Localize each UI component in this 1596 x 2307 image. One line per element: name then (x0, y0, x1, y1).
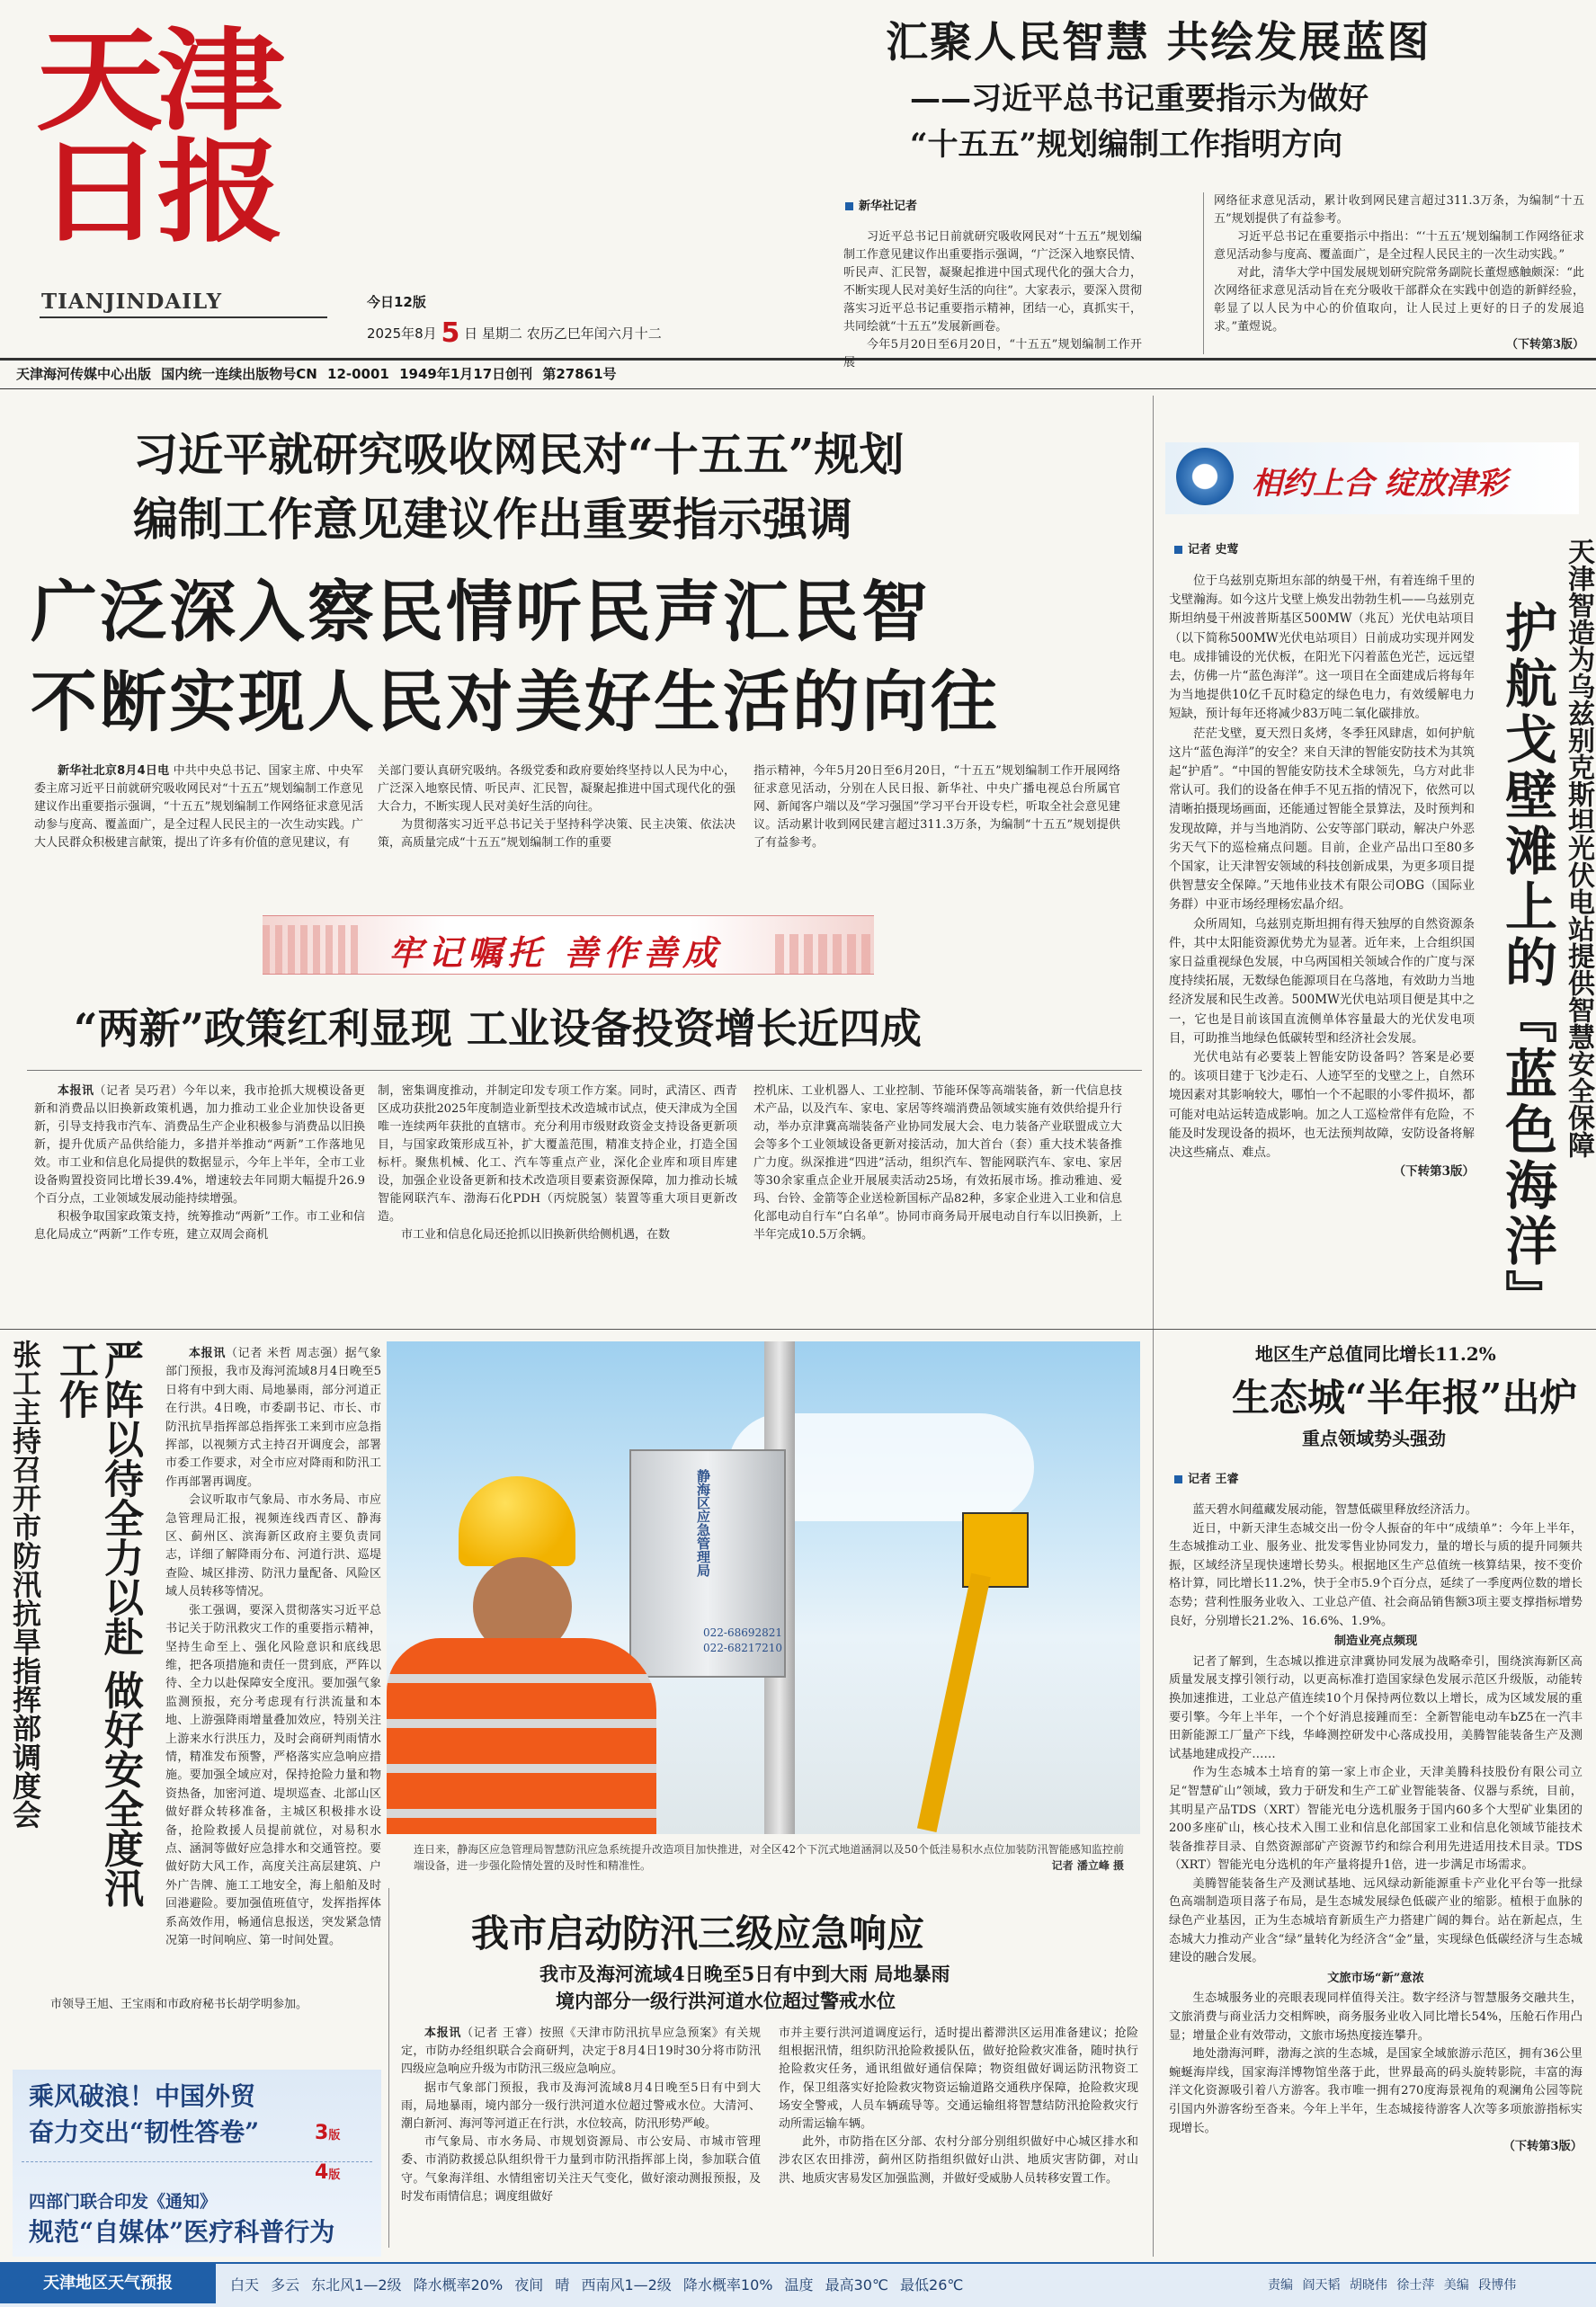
cabinet-phone-2: 022-68217210 (703, 1642, 783, 1654)
investment-col1: 本报讯（记者 吴巧君）今年以来，我市抢抓大规模设备更新和消费品以旧换新政策机遇，加力推动工业企业加快设备更新，引导支持我市汽车、消费品生产企业积极参与消费品以旧换新，提升优质产品供给能力，多措并举推动“两新”工作落地见效。市工业和信息化局提供的数据显示，今年上半年，全市工业设备购置投资同比增长39.4%，增速较去年同期大幅提升26.9个百分点，工业领域发展动能持续增强。 积极争取国家政策支持，统筹推动“两新”工作。市工业和信息化局成立“两新”工作专班，建立双周会商机 (34, 1084, 365, 1242)
sco-badge (1165, 442, 1579, 514)
footer-editors: 责编 阎天韬 胡晓伟 徐士萍 美编 段博伟 (1268, 2278, 1517, 2293)
lead-right-divider (1153, 396, 1154, 1331)
photo-boom (917, 1573, 991, 1832)
flood-resp-col1: 本报讯（记者 王睿）按照《天津市防汛抗旱应急预案》有关规定，市防办经组织联合会商研判，决定于8月4日19时30分将市防汛四级应急响应升级为市防汛三级应急响应。 据市气象部门预报，我市及海河流域8月4日晚至5日有中到大雨，局地暴雨，境内部分一级行洪河道水位超过警戒水位。大清河、潮白新河、海河等河道正在行洪，水位较高，防汛形势严峻。 市气象局、市水务局、市规划资源局、市公安局、市城市管理委、市消防救援总队组织骨干力量到市防汛指挥部上岗，参加联合值守。气象海洋组、水情组密切关注天气变化，做好滚动测报预报，及时发布雨情信息；调度组做好 (401, 2026, 761, 2204)
teaser-2-top: 四部门联合印发《通知》 (29, 2192, 218, 2212)
footer-label: 天津地区天气预报 (0, 2264, 216, 2303)
flood-resp-sub2: 境内部分一级行洪河道水位超过警戒水位 (556, 1990, 896, 2012)
lead-kicker-1: 习近平就研究吸收网民对“十五五”规划 (133, 428, 905, 481)
masthead-title: 天津日报 (36, 14, 278, 258)
lead-dateline: 新华社北京8月4日电 (58, 764, 170, 778)
gobi-byline: 记者 史莺 (1174, 539, 1239, 557)
top-story-byline: 新华社记者 (845, 196, 917, 213)
byline-marker (1174, 546, 1182, 554)
publisher-bottom-rule (0, 388, 1596, 389)
teaser-1-page[interactable]: 3版 (315, 2122, 341, 2144)
banner-skyline-right (775, 934, 874, 974)
lead-col2: 关部门要认真研究吸纳。各级党委和政府要始终坚持以人民为中心，广泛深入地察民情、听民声、汇民智，凝聚起推进中国式现代化的强大合力，不断实现人民对美好生活的向往。 为贯彻落实习近平总书记关于坚持科学决策、民主决策、依法决策，高质量完成“十五五”规划编制工作的重要 (378, 764, 736, 850)
masthead-rule (40, 316, 327, 318)
top-story-col1: 习近平总书记日前就研究吸收网民对“十五五”规划编制工作意见建议作出重要指示强调，“广泛深入地察民情、听民声、汇民智，凝聚起推进中国式现代化的强大合力，不断实现人民对美好生活的向往”。大家表示，要深入贯彻落实习近平总书记重要指示精神，团结一心，真抓实干，共同绘就“十五五”发展新画卷。 今年5月20日至6月20日，“十五五”规划编制工作开展 (843, 230, 1142, 370)
ecocity-jump[interactable]: （下转第3版） (1502, 2140, 1583, 2154)
ecocity-sub: 重点领域势头强劲 (1302, 1428, 1446, 1449)
gobi-vtitle-small: 天津智造为乌兹别克斯坦光伏电站提供智慧安全保障 (1563, 538, 1594, 1158)
cabinet-phone-1: 022-68692821 (703, 1626, 783, 1639)
top-story-col2: 网络征求意见活动，累计收到网民建言超过311.3万条，为编制“十五五”规划提供了有益参考。 习近平总书记在重要指示中指出：“‘十五五’规划编制工作网络征求意见活动参与度高、覆盖面广，是全过程人民民主的一次生动实践。” 对此，清华大学中国发展规划研究院常务副院长董煜感触颇深：“此次网络征求意见活动旨在充分吸收干部群众在实践中创造的新鲜经验，彰显了以人民为中心的价值取向，让人民过上更好的日子的发展追求。”董煜说。 （下转第3版） (1214, 192, 1584, 354)
investment-headline: “两新”政策红利显现 工业设备投资增长近四成 (74, 1004, 922, 1053)
gobi-jump[interactable]: （下转第3版） (1393, 1164, 1475, 1180)
photo-cabinet (629, 1449, 786, 1678)
date-suffix: 日 星期二 农历乙巳年闰六月十二 (464, 325, 662, 342)
gobi-body: 位于乌兹别克斯坦东部的纳曼干州，有着连绵千里的戈壁瀚海。如今这片戈壁上焕发出勃勃生机——乌兹别克斯坦纳曼干州波普斯基区500MW（兆瓦）光伏电站项目（以下简称500MW光伏电站项目）日前成功实现并网发电。成排铺设的光伏板，在阳光下闪着蓝色光芒，远远望去，仿佛一片“蓝色海洋”。这一项目在全面建成后将每年为当地提供10亿千瓦时稳定的绿色电力，有效缓解电力短缺，预计每年还将减少83万吨二氧化碳排放。 茫茫戈壁，夏天烈日炙烤，冬季狂风肆虐，如何护航这片“蓝色海洋”的安全？来自天津的智能安防技术为其筑起“护盾”。“中国的智能安防技术全球领先，乌方对此非常认可。我们的设备在伸手不见五指的情况下，依然可以清晰拍摄现场画面，还能通过智能全景算法，及时预判和发现故障，并与当地消防、公安等部门联动，解决户外恶劣天气下的巡检痛点问题。目前，企业产品出口至80多个国家，让天津智安领域的科技创新成果，为更多项目提供智慧安全保障。”天地伟业技术有限公司OBG（国际业务群）中亚市场经理杨宏晶介绍。 众所周知，乌兹别克斯坦拥有得天独厚的自然资源条件，其中太阳能资源优势尤为显著。近年来，上合组织国家日益重视绿色发展，中乌两国相关领域合作的广度与深度持续拓展，无数绿色能源项目在乌落地，有效助力当地经济发展和民生改善。500MW光伏电站项目便是其中之一，它也是目前该国直流侧单体容量最大的光伏发电项目，可助推当地绿色低碳转型和经济社会发展。 光伏电站有必要装上智能安防设备吗？答案是必要的。该项目建于飞沙走石、人迹罕至的戈壁之上，自然环境因素对其影响较大，哪怕一个不起眼的小零件损坏，都可能对电站运转造成影响。加之人工巡检常伴有危险，不能及时发现设备的损坏，也无法预判故障，安防设备将解决这些痛点、难点。 （下转第3版） (1169, 572, 1475, 1182)
banner (263, 915, 874, 975)
teaser-2[interactable] (29, 2188, 370, 2249)
top-story-sub1: ——习近平总书记重要指示为做好 (910, 81, 1369, 117)
cabinet-label: 静海区应急管理局 (695, 1469, 711, 1577)
lead-headline-2: 不断实现人民对美好生活的向往 (31, 664, 1000, 741)
date-prefix: 2025年8月 (367, 325, 437, 342)
footer-weather: 白天 多云 东北风1—2级 降水概率20% 夜间 晴 西南风1—2级 降水概率10% 温度 最高30℃ 最低26℃ (230, 2276, 964, 2294)
flood-resp-left-divider (388, 1888, 389, 2248)
investment-top-rule (27, 1070, 1142, 1071)
lead-headline-1: 广泛深入察民情听民声汇民智 (31, 574, 931, 651)
photo-worker-vest (387, 1638, 656, 1834)
teaser-2-main: 规范“自媒体”医疗科普行为 (29, 2217, 335, 2247)
flood-cmd-body: 本报讯（记者 米哲 周志强）据气象部门预报，我市及海河流域8月4日晚至5日将有中到大雨、局地暴雨，部分河道正在行洪。4日晚，市委副书记、市长、市防汛抗旱指挥部总指挥张工来到市应急指挥部，以视频方式主持召开调度会，部署市委工作要求，对全市应对降雨和防汛工作再部署再调度。 会议听取市气象局、市水务局、市应急管理局汇报，视频连线西青区、静海区、蓟州区、滨海新区政府主要负责同志，详细了解降雨分布、河道行洪、巡堤查险、城区排涝、防汛力量配备、风险区域人员转移等情况。 张工强调，要深入贯彻落实习近平总书记关于防汛救灾工作的重要指示精神，坚持生命至上、强化风险意识和底线思维，把各项措施和责任一贯到底，严阵以待、全力以赴保障安全度汛。要加强气象监测预报，充分考虑现有行洪流量和本地、上游强降雨增量叠加效应，特别关注上游来水行洪压力，及时会商研判雨情水情，精准发布预警，严格落实应急响应措施。要加强全域应对，保持抢险力量和物资热备，加密河道、堤坝巡查、北部山区做好群众转移准备，主城区积极排水设备，抢险救援人员提前就位，对易积水点、涵洞等做好应急排水和交通管控。要做好防大风工作，高度关注高层建筑、户外广告牌、施工工地安全，海上船舶及时回港避险。要加强值班值守，发挥指挥体系高效作用，畅通信息报送，突发紧急情况第一时间响应、第一时间处置。 (165, 1347, 381, 1947)
photo-caption: 连日来，静海区应急管理局智慧防汛应急系统提升改造项目加快推进，对全区42个下沉式地道涵洞以及50个低洼易积水点位加装防汛智能感知监控前端设备，进一步强化险情处置的及时性和精准性。 记者 潘立峰 摄 (414, 1843, 1124, 1872)
gobi-vtitle-big: 护航戈壁滩上的『蓝色海洋』 (1496, 601, 1557, 1325)
teaser-1-line1: 乘风破浪！中国外贸 (29, 2081, 256, 2111)
ecocity-subhead-2: 文旅市场“新”意浓 (1327, 1971, 1424, 1985)
byline-marker (845, 202, 853, 210)
top-story-sub2: “十五五”规划编制工作指明方向 (910, 127, 1343, 163)
publisher-line: 天津海河传媒中心出版 国内统一连续出版物号CN 12-0001 1949年1月17日创刊 第27861号 (16, 366, 617, 382)
ecocity-subhead-1: 制造业亮点频现 (1333, 1634, 1418, 1649)
investment-bottom-rule (0, 1329, 1153, 1330)
teaser-1-line2: 奋力交出“韧性答卷” (29, 2117, 260, 2147)
news-photo (387, 1341, 1140, 1834)
banner-skyline (263, 925, 361, 974)
photo-credit: 记者 潘立峰 摄 (1051, 1859, 1124, 1872)
teaser-2-page[interactable]: 4版 (315, 2161, 341, 2184)
lead-col1: 新华社北京8月4日电 中共中央总书记、国家主席、中央军委主席习近平日前就研究吸收网民对“十五五”规划编制工作意见建议作出重要指示强调，“十五五”规划编制工作网络征求意见活动参与度高、覆盖面广，是全过程人民民主的一次生动实践。广大人民群众积极建言献策，提出了许多有价值的意见建议，有 (34, 764, 363, 850)
flood-cmd-vtitle-2: 严阵以待全力以赴 做好安全度汛工作 (52, 1340, 143, 1908)
top-story-jump[interactable]: （下转第3版） (1505, 338, 1584, 352)
investment-col2: 制，密集调度推动，并制定印发专项工作方案。同时，武清区、西青区成功获批2025年度制造业新型技术改造城市试点，使天津成为全国唯一连续两年获批的直辖市。充分利用市级财政资金支持设备更新项目，与国家政策形成互补，扩大覆盖范围，精准支持企业，打造全国标杆。聚焦机械、化工、汽车等重点产业，深化企业库和项目库建设，加强企业设备更新和技术改造项目要素资源保障，加力推动长城智能网联汽车、渤海石化PDH（丙烷脱氢）装置等重大项目更新改造。 市工业和信息化局还抢抓以旧换新供给侧机遇，在数 (378, 1084, 737, 1242)
ecocity-body: 蓝天碧水间蕴藏发展动能，智慧低碳里释放经济活力。 近日，中新天津生态城交出一份令人振奋的年中“成绩单”：今年上半年，生态城推动工业、服务业、批发零售业协同发力，量的增长与质的提升同频共振，区域经济呈现快速增长势头。根据地区生产总值统一核算结果，按不变价格计算，同比增长11.2%，快于全市5.9个百分点，延续了一季度两位数的增长态势；营利性服务业收入、工业总产值、社会商品销售额3项主要支撑指标增势良好，分别增长21.2%、16.6%、1.9%。 制造业亮点频现 记者了解到，生态城以推进京津冀协同发展为战略牵引，围绕滨海新区高质量发展支撑引领行动，以更高标准打造国家绿色发展示范区升级版，动能转换加速推进，工业总产值连续10个月保持两位数以上增长，成为区域发展的重要引擎。今年上半年，一个个好消息接踵而至：全新智能电动车bZ5在一汽丰田新能源工厂量产下线，华峰测控研发中心落成投用，美腾智能装备生产及测试基地建成投产…… 作为生态城本土培育的第一家上市企业，天津美腾科技股份有限公司立足“智慧矿山”领域，致力于研发和生产工矿业智能装备、仪器与系统，目前，其明星产品TDS（XRT）智能光电分选机服务于国内60多个大型矿业集团的200多座矿山，核心技术入围工业和信息化部国家工业和信息化领域节能技术装备推荐目录、自然资源部矿产资源节约和综合利用先进适用技术目录。TDS（XRT）智能光电分选机的年产量将提升1倍，进一步满足市场需求。 美腾智能装备生产及测试基地、远风绿动新能源重卡产业化平台等一批绿色高端制造项目落子布局，是生态城发展绿色低碳产业的缩影。植根于血脉的绿色产业基因，正为生态城培育新质生产力搭建广阔的舞台。站在新起点，生态城大力推动产业含“绿”量转化为经济含“金”量，实现绿色低碳经济与生态城建设的融合发展。 文旅市场“新”意浓 生态城服务业的亮眼表现同样值得关注。数字经济与智慧服务交融共生，文旅消费与商业活力交相辉映，商务服务业收入同比增长54%，压舱石作用凸显；增量企业有效带动，文旅市场热度接连攀升。 地处渤海河畔，渤海之滨的生态城，是国家全域旅游示范区，拥有36公里蜿蜒海岸线，国家海洋博物馆坐落于此，世界最高的码头旋转影院，丰富的海洋文化资源吸引着八方游客。我市唯一拥有270度海景视角的观澜角公园等院引国内外游客纷至沓来。今年上半年，生态城接待游客人次等多项旅游指标实现增长。 （下转第3版） (1169, 1501, 1583, 2157)
masthead-bottom-rule (0, 358, 1596, 361)
photo-worker-helmet (459, 1476, 575, 1566)
date-day: 5 (441, 317, 460, 349)
top-story-divider (1203, 192, 1204, 354)
gobi-bottom-rule (1153, 1329, 1596, 1330)
investment-col3: 控机床、工业机器人、工业控制、节能环保等高端装备，新一代信息技术产品，以及汽车、家电、家居等终端消费品领域实施有效供给提升行动，举办京津冀高端装备产业协同发展大会、电力装备产业联盟成立大会等多个工业领域设备更新对接活动，加大首台（套）重大技术装备推广力度。纵深推进“四进”活动，组织汽车、智能网联汽车、家电、家居等30余家重点企业开展展卖活动25场，有效拓展市场。推动雅迪、爱玛、台铃、金箭等企业送检新国标产品82种，多家企业进入工业和信息化部电动自行车“白名单”。协同市商务局开展电动自行车以旧换新，上半年完成10.5万余辆。 (753, 1084, 1122, 1242)
sco-logo (1176, 448, 1234, 505)
flood-resp-headline: 我市启动防汛三级应急响应 (471, 1911, 925, 1955)
masthead-pages: 今日12版 (367, 294, 426, 310)
ecocity-left-divider (1153, 1331, 1154, 2257)
flood-cmd-vtitle-1: 张工主持召开市防汛抗旱指挥部调度会 (8, 1340, 42, 1829)
ecocity-byline: 记者 王睿 (1174, 1469, 1239, 1486)
lead-kicker-2: 编制工作意见建议作出重要指示强调 (133, 493, 852, 546)
ecocity-headline: 生态城“半年报”出炉 (1232, 1376, 1578, 1420)
banner-text: 牢记嘱托 善作善成 (388, 932, 723, 973)
flood-resp-sub1: 我市及海河流域4日晚至5日有中到大雨 局地暴雨 (539, 1963, 950, 1985)
flood-cmd-p4: 市领导王旭、王宝雨和市政府秘书长胡学明参加。 (50, 1998, 308, 2011)
sco-badge-text: 相约上合 绽放津彩 (1252, 466, 1507, 502)
masthead-pinyin: TIANJINDAILY (41, 289, 223, 314)
lead-col3: 指示精神，今年5月20日至6月20日，“十五五”规划编制工作开展网络征求意见活动，分别在人民日报、新华社、中央广播电视总台所属官网、新闻客户端以及“学习强国”学习平台开设专栏，听取全社会意见建议。活动累计收到网民建言超过311.3万条，为编制“十五五”规划提供了有益参考。 (753, 764, 1120, 850)
masthead-date (367, 317, 662, 349)
flood-resp-col2: 市并主要行洪河道调度运行，适时提出蓄滞洪区运用准备建议；抢险组根据汛情，组织防汛抢险救援队伍，做好抢险救灾准备，随时执行抢险救灾任务，通讯组做好通信保障；物资组做好调运防汛物资工作，保卫组落实好抢险救灾物资运输道路交通秩序保障，抢险救灾现场安全警戒，人员车辆疏导等。交通运输组将智慧结防汛抢险救灾行动所需运输车辆。 此外，市防指在区分部、农村分部分别组织做好中心城区排水和涉农区农田排涝，蓟州区防指组织做好山洪、地质灾害防御，对山洪、地质灾害易发区加强监测，并做好受威胁人员转移安置工作。 (779, 2026, 1138, 2186)
ecocity-kicker: 地区生产总值同比增长11.2% (1255, 1343, 1496, 1365)
byline-marker (1174, 1475, 1182, 1483)
top-story-headline: 汇聚人民智慧 共绘发展蓝图 (886, 18, 1431, 67)
